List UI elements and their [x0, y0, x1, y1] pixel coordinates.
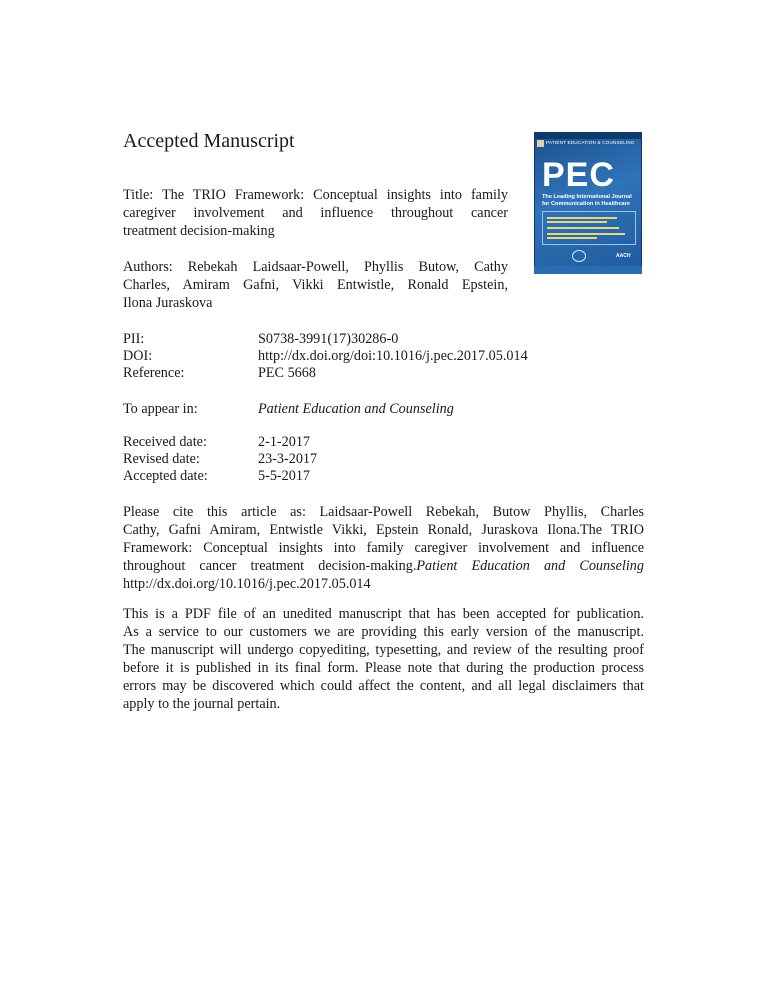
appear-label: To appear in:	[123, 401, 198, 417]
cover-journal-name: PATIENT EDUCATION & COUNSELING	[546, 140, 635, 145]
notice-line: As a service to our customers we are providing this early version of the manuscript.	[123, 624, 644, 640]
accepted-label: Accepted date:	[123, 468, 208, 484]
reference-label: Reference:	[123, 365, 185, 381]
pii-label: PII:	[123, 331, 145, 347]
reference-value: PEC 5668	[258, 365, 316, 381]
citation-text: throughout cancer treatment decision-making.	[123, 558, 417, 574]
authors-line: Charles, Amiram Gafni, Vikki Entwistle, Ronald Epstein,	[123, 277, 508, 293]
cover-logo: PEC	[542, 156, 615, 194]
article-authors	[123, 258, 508, 312]
title-line: Title: The TRIO Framework: Conceptual insights into family	[123, 187, 508, 203]
citation-line: Framework: Conceptual insights into family caregiver involvement and influence	[123, 540, 644, 556]
revised-value: 23-3-2017	[258, 451, 318, 467]
doi-label: DOI:	[123, 348, 153, 364]
page-heading: Accepted Manuscript	[123, 130, 295, 152]
citation-doi-link[interactable]: http://dx.doi.org/10.1016/j.pec.2017.05.014	[123, 576, 371, 592]
title-line: treatment decision-making	[123, 223, 275, 239]
pii-value: S0738-3991(17)30286-0	[258, 331, 399, 347]
notice-line: This is a PDF file of an unedited manuscript that has been accepted for publication.	[123, 606, 644, 622]
cover-publisher: AACH	[616, 253, 631, 259]
received-label: Received date:	[123, 434, 207, 450]
journal-cover-image	[534, 132, 642, 274]
cover-contents-box	[542, 211, 636, 245]
article-title	[123, 186, 508, 240]
notice-line: before it is published in its final form. Please note that during the production process	[123, 660, 644, 676]
citation-paragraph	[123, 503, 644, 593]
cover-contents-line	[547, 221, 607, 223]
doi-link[interactable]: http://dx.doi.org/doi:10.1016/j.pec.2017.05.014	[258, 348, 528, 364]
accepted-value: 5-5-2017	[258, 468, 311, 484]
notice-line: The manuscript will undergo copyediting, typesetting, and review of the resulting proof	[123, 642, 644, 658]
citation-line: Please cite this article as: Laidsaar-Powell Rebekah, Butow Phyllis, Charles	[123, 504, 644, 520]
received-value: 2-1-2017	[258, 434, 311, 450]
notice-line: apply to the journal pertain.	[123, 696, 281, 712]
citation-line	[123, 557, 644, 575]
authors-line: Ilona Juraskova	[123, 295, 213, 311]
cover-contents-line	[547, 233, 625, 235]
revised-label: Revised date:	[123, 451, 200, 467]
citation-line: Cathy, Gafni Amiram, Entwistle Vikki, Epstein Ronald, Juraskova Ilona.The TRIO	[123, 522, 644, 538]
cover-top-bar	[534, 132, 642, 139]
cover-footer-bar	[534, 266, 642, 274]
authors-line: Authors: Rebekah Laidsaar-Powell, Phyllis Butow, Cathy	[123, 259, 508, 275]
citation-journal: Patient Education and Counseling	[416, 558, 644, 574]
appear-value: Patient Education and Counseling	[258, 401, 454, 417]
cover-contents-line	[547, 217, 617, 219]
notice-paragraph	[123, 605, 644, 713]
cover-seal-icon	[572, 250, 586, 262]
cover-contents-line	[547, 227, 619, 229]
title-line: caregiver involvement and influence throughout cancer	[123, 205, 508, 221]
cover-tagline: The Leading International Journal for Communication in Healthcare	[542, 194, 632, 207]
cover-thumbnail	[537, 140, 544, 147]
notice-line: errors may be discovered which could affect the content, and all legal disclaimers that	[123, 678, 644, 694]
cover-contents-line	[547, 237, 597, 239]
